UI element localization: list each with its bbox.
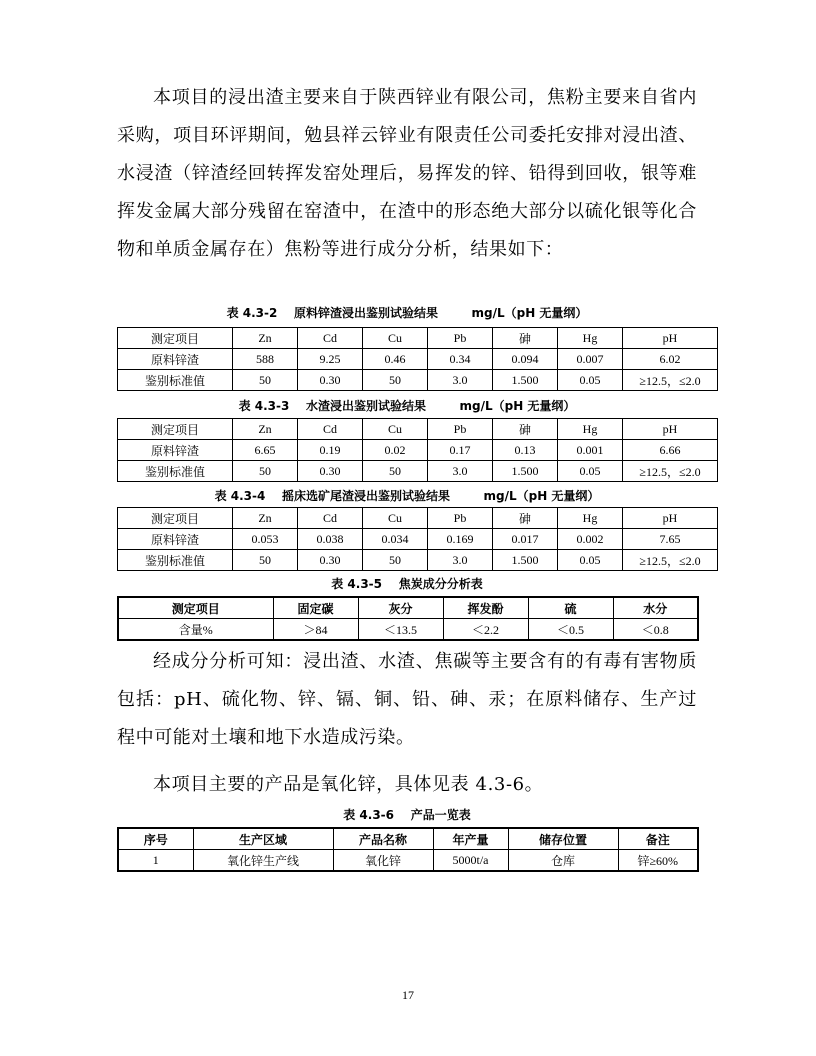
table-4-3-5-caption: 表 4.3-5 焦炭成分分析表 [331,577,483,591]
table-cell: ≥12.5，≤2.0 [623,550,718,571]
table-cell: 0.30 [298,461,363,482]
table-header-row [118,597,698,619]
table-cell: 0.05 [558,550,623,571]
header-cell: 硫 [528,597,613,619]
table-cell: 5000t/a [433,850,508,872]
table-cell: 588 [233,349,298,370]
header-cell: 测定项目 [118,419,233,440]
table-cell: 0.19 [298,440,363,461]
table-row [118,529,718,550]
page-number: 17 [402,988,414,1002]
table-cell: 0.46 [363,349,428,370]
table-raw-zinc-leach [117,327,718,391]
table-4-3-6-caption: 表 4.3-6 产品一览表 [343,808,471,822]
header-cell: Cd [298,508,363,529]
table-water-slag-leach [117,418,718,482]
header-cell: Pb [428,508,493,529]
intro-paragraph: 本项目的浸出渣主要来自于陕西锌业有限公司，焦粉主要来自省内采购，项目环评期间，勉县祥云锌业有限责任公司委托安排对浸出渣、水浸渣（锌渣经回转挥发窑处理后，易挥发的锌、铅得到回收，银等难挥发金属大部分残留在窑渣中，在渣中的形态绝大部分以硫化银等化合物和单质金属存在）焦粉等进行成分分析，结果如下： [117,87,697,260]
table-cell: 原料锌渣 [118,440,233,461]
table-cell: 0.34 [428,349,493,370]
table-cell: 含量% [118,619,273,641]
table-cell: 9.25 [298,349,363,370]
table-cell: 0.038 [298,529,363,550]
header-cell: 储存位置 [508,828,618,850]
table-cell: 0.017 [493,529,558,550]
table-cell: 1.500 [493,370,558,391]
table-cell: 50 [363,461,428,482]
header-cell: Zn [233,419,298,440]
table-cell: 3.0 [428,370,493,391]
table-4-3-2-caption: 表 4.3-2 原料锌渣浸出鉴别试验结果 mg/L（pH 无量纲） [226,306,588,320]
table-row [118,370,718,391]
table-header-row [118,419,718,440]
header-cell: 生产区域 [193,828,333,850]
header-cell: Pb [428,328,493,349]
table-cell: 原料锌渣 [118,349,233,370]
table-cell: 0.053 [233,529,298,550]
analysis-paragraph: 经成分分析可知：浸出渣、水渣、焦碳等主要含有的有毒有害物质包括：pH、硫化物、锌、镉、铜、铅、砷、汞；在原料储存、生产过程中可能对土壤和地下水造成污染。 [117,651,697,748]
table-cell: 0.05 [558,370,623,391]
table-cell: 原料锌渣 [118,529,233,550]
table-cell: 鉴别标准值 [118,461,233,482]
header-cell: Zn [233,328,298,349]
table-product-list [117,827,699,872]
table-cell: 3.0 [428,461,493,482]
table-row [118,619,698,641]
table-cell: 0.094 [493,349,558,370]
header-cell: 挥发酚 [443,597,528,619]
table-row [118,550,718,571]
header-cell: 砷 [493,419,558,440]
header-cell: Zn [233,508,298,529]
table-cell: 仓库 [508,850,618,872]
table-cell: 0.30 [298,370,363,391]
table-cell: 氧化锌生产线 [193,850,333,872]
table-header-row [118,328,718,349]
header-cell: pH [623,508,718,529]
table-header-row [118,828,698,850]
header-cell: 年产量 [433,828,508,850]
header-cell: 砷 [493,328,558,349]
table-cell: 锌≥60% [618,850,698,872]
header-cell: Cu [363,508,428,529]
table-cell: 0.169 [428,529,493,550]
table-cell: 1 [118,850,193,872]
table-row [118,461,718,482]
table-4-3-3-caption: 表 4.3-3 水渣浸出鉴别试验结果 mg/L（pH 无量纲） [238,399,576,413]
table-cell: ＜2.2 [443,619,528,641]
product-paragraph: 本项目主要的产品是氧化锌，具体见表 4.3-6。 [153,774,544,795]
header-cell: 测定项目 [118,328,233,349]
table-tailings-leach [117,507,718,571]
table-cell: 0.002 [558,529,623,550]
header-cell: Cd [298,419,363,440]
table-cell: 0.05 [558,461,623,482]
header-cell: 水分 [613,597,698,619]
table-cell: 氧化锌 [333,850,433,872]
table-cell: 7.65 [623,529,718,550]
table-cell: 50 [233,461,298,482]
table-header-row [118,508,718,529]
table-cell: 0.17 [428,440,493,461]
header-cell: Hg [558,328,623,349]
table-cell: 3.0 [428,550,493,571]
table-cell: 50 [233,370,298,391]
table-cell: 50 [233,550,298,571]
table-cell: 0.034 [363,529,428,550]
table-cell: 0.30 [298,550,363,571]
table-row [118,349,718,370]
header-cell: Cd [298,328,363,349]
table-cell: ＜0.8 [613,619,698,641]
table-cell: 50 [363,550,428,571]
table-cell: 6.66 [623,440,718,461]
table-cell: ≥12.5，≤2.0 [623,370,718,391]
header-cell: 测定项目 [118,597,273,619]
header-cell: 备注 [618,828,698,850]
header-cell: 砷 [493,508,558,529]
header-cell: 固定碳 [273,597,358,619]
table-cell: 0.13 [493,440,558,461]
header-cell: Cu [363,328,428,349]
table-cell: 鉴别标准值 [118,550,233,571]
table-cell: 鉴别标准值 [118,370,233,391]
table-cell: 50 [363,370,428,391]
table-row [118,850,698,872]
header-cell: 序号 [118,828,193,850]
table-coke-analysis [117,596,699,641]
table-cell: ＜0.5 [528,619,613,641]
table-cell: 6.02 [623,349,718,370]
table-row [118,440,718,461]
header-cell: Hg [558,419,623,440]
header-cell: Cu [363,419,428,440]
table-cell: 1.500 [493,461,558,482]
header-cell: pH [623,419,718,440]
header-cell: Pb [428,419,493,440]
header-cell: pH [623,328,718,349]
table-cell: 1.500 [493,550,558,571]
table-cell: 0.02 [363,440,428,461]
header-cell: 灰分 [358,597,443,619]
table-cell: ＜13.5 [358,619,443,641]
table-4-3-4-caption: 表 4.3-4 摇床选矿尾渣浸出鉴别试验结果 mg/L（pH 无量纲） [214,489,600,503]
table-cell: 6.65 [233,440,298,461]
header-cell: 测定项目 [118,508,233,529]
table-cell: ≥12.5，≤2.0 [623,461,718,482]
header-cell: Hg [558,508,623,529]
table-cell: ＞84 [273,619,358,641]
table-cell: 0.007 [558,349,623,370]
header-cell: 产品名称 [333,828,433,850]
table-cell: 0.001 [558,440,623,461]
